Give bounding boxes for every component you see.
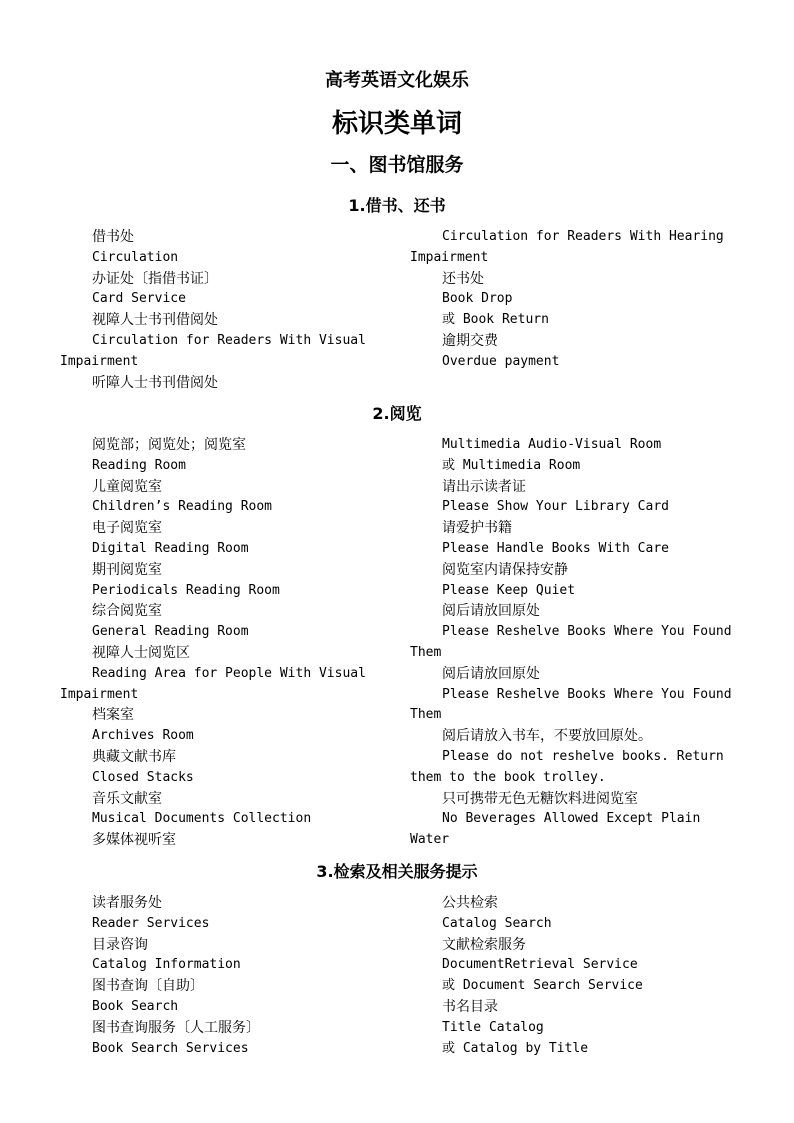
term-chinese: 阅后请放回原处 bbox=[442, 665, 540, 682]
term-english: Circulation for Readers With Hearing bbox=[442, 229, 724, 244]
term-chinese: 音乐文献室 bbox=[92, 790, 162, 807]
term-english: Impairment bbox=[60, 353, 139, 369]
section-3-right-column bbox=[410, 893, 740, 1059]
term-chinese: 文献检索服务 bbox=[442, 936, 526, 953]
term-english: Them bbox=[410, 707, 442, 723]
term-english: Children’s Reading Room bbox=[92, 499, 273, 515]
term-chinese: 目录咨询 bbox=[92, 936, 148, 953]
term-chinese: 办证处〔指借书证〕 bbox=[92, 270, 218, 287]
term-english: Overdue payment bbox=[442, 353, 560, 369]
section-heading-borrow-return: 1.借书、还书 bbox=[348, 196, 446, 215]
term-chinese: 视障人士书刊借阅处 bbox=[92, 312, 218, 329]
section-1-right-column bbox=[410, 227, 740, 373]
term-english: Reader Services bbox=[92, 915, 210, 931]
term-english: Impairment bbox=[60, 686, 139, 702]
term-chinese: 多媒体视听室 bbox=[92, 832, 176, 849]
term-english: No Beverages Allowed Except Plain bbox=[442, 811, 701, 827]
term-chinese: 请爱护书籍 bbox=[442, 520, 512, 537]
term-english: Them bbox=[410, 644, 442, 660]
term-chinese: 档案室 bbox=[92, 707, 134, 724]
term-chinese: 儿童阅览室 bbox=[92, 478, 162, 495]
term-english: Catalog Information bbox=[92, 957, 241, 973]
term-english: General Reading Room bbox=[92, 624, 249, 640]
term-english: 或 Book Return bbox=[442, 312, 549, 328]
term-chinese: 书名目录 bbox=[442, 998, 498, 1015]
term-english: Please do not reshelve books. Return bbox=[442, 748, 724, 764]
term-english: Impairment bbox=[410, 249, 489, 265]
term-english: them to the book trolley. bbox=[410, 769, 606, 785]
section-2-left-column bbox=[60, 435, 390, 851]
term-chinese: 阅览部；阅览处；阅览室 bbox=[92, 437, 246, 453]
term-chinese: 只可携带无色无糖饮料进阅览室 bbox=[442, 790, 638, 807]
term-chinese: 综合阅览室 bbox=[92, 603, 162, 620]
term-chinese: 逾期交费 bbox=[442, 332, 498, 349]
term-chinese: 读者服务处 bbox=[92, 895, 162, 911]
term-chinese: 图书查询服务〔人工服务〕 bbox=[92, 1019, 260, 1036]
term-chinese: 借书处 bbox=[92, 229, 134, 245]
term-english: Reading Room bbox=[92, 457, 186, 473]
term-chinese: 电子阅览室 bbox=[92, 520, 162, 537]
term-english: Catalog Search bbox=[442, 915, 552, 931]
doc-title: 高考英语文化娱乐 bbox=[325, 70, 469, 91]
term-english: Please Show Your Library Card bbox=[442, 499, 669, 515]
term-chinese: 图书查询〔自助〕 bbox=[92, 978, 204, 995]
term-english: Archives Room bbox=[92, 728, 194, 744]
term-english: Card Service bbox=[92, 291, 186, 307]
term-english: Please Reshelve Books Where You Found bbox=[442, 686, 732, 702]
term-english: Multimedia Audio-Visual Room bbox=[442, 437, 662, 452]
section-heading-search: 3.检索及相关服务提示 bbox=[316, 862, 478, 881]
term-chinese: 阅后请放入书车，不要放回原处。 bbox=[442, 728, 652, 745]
term-english: Please Handle Books With Care bbox=[442, 540, 669, 556]
term-english: Please Keep Quiet bbox=[442, 582, 576, 598]
term-english: Circulation bbox=[92, 249, 179, 265]
term-english: 或 Catalog by Title bbox=[442, 1040, 589, 1056]
section-1-left-column bbox=[60, 227, 390, 393]
term-english: Digital Reading Room bbox=[92, 540, 249, 556]
chapter-heading: 一、图书馆服务 bbox=[330, 154, 464, 176]
term-english: Book Search Services bbox=[92, 1040, 249, 1056]
term-chinese: 阅后请放回原处 bbox=[442, 603, 540, 620]
term-chinese: 公共检索 bbox=[442, 895, 498, 911]
term-english: Book Search bbox=[92, 998, 179, 1014]
section-heading-reading: 2.阅览 bbox=[372, 404, 422, 423]
term-english: Book Drop bbox=[442, 291, 513, 307]
term-chinese: 阅览室内请保持安静 bbox=[442, 561, 568, 578]
term-english: DocumentRetrieval Service bbox=[442, 957, 638, 973]
term-english: Musical Documents Collection bbox=[92, 811, 312, 827]
term-chinese: 典藏文献书库 bbox=[92, 748, 176, 765]
term-chinese: 视障人士阅览区 bbox=[92, 644, 190, 661]
term-chinese: 请出示读者证 bbox=[442, 478, 526, 495]
term-english: Circulation for Readers With Visual bbox=[92, 332, 366, 348]
doc-subtitle: 标识类单词 bbox=[331, 109, 462, 139]
term-english: 或 Multimedia Room bbox=[442, 457, 581, 473]
section-3-left-column bbox=[60, 893, 390, 1059]
term-english: Closed Stacks bbox=[92, 769, 194, 785]
term-english: Water bbox=[410, 832, 450, 848]
term-english: Please Reshelve Books Where You Found bbox=[442, 624, 732, 640]
term-english: Periodicals Reading Room bbox=[92, 582, 280, 598]
term-english: 或 Document Search Service bbox=[442, 978, 643, 994]
term-english: Title Catalog bbox=[442, 1019, 544, 1035]
term-english: Reading Area for People With Visual bbox=[92, 665, 366, 681]
term-chinese: 期刊阅览室 bbox=[92, 561, 162, 578]
section-2-right-column bbox=[410, 435, 740, 851]
term-chinese: 听障人士书刊借阅处 bbox=[92, 374, 218, 391]
term-chinese: 还书处 bbox=[442, 270, 484, 287]
